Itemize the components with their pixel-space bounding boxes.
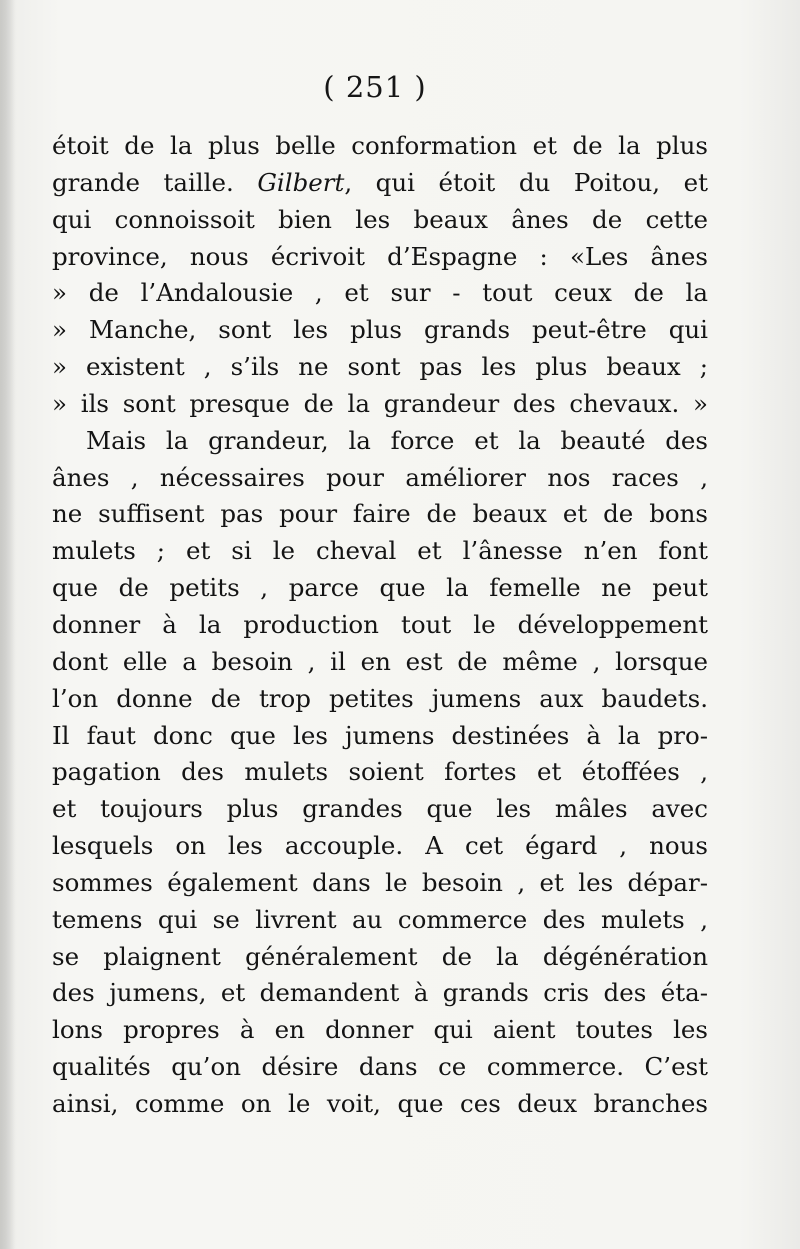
text-segment: grande taille. [52,167,258,197]
text-line: » existent , s’ils ne sont pas les plus beaux ; [52,352,708,382]
text-line: ânes , nécessaires pour améliorer nos races , [52,462,708,492]
page-number: ( 251 ) [323,70,427,104]
text-line: que de petits , parce que la femelle ne peut [52,573,708,603]
text-line: se plaignent généralement de la dégénération [52,941,708,971]
text-line: mulets ; et si le cheval et l’ânesse n’en font [52,536,708,566]
text-segment: , qui étoit du Poitou, et [344,167,708,197]
text-line: qualités qu’on désire dans ce commerce. C’est [52,1052,708,1082]
text-line: l’on donne de trop petites jumens aux baudets. [52,683,708,713]
italic-name: Gilbert [257,167,345,197]
text-line: Mais la grandeur, la force et la beauté des [86,425,708,455]
text-line: sommes également dans le besoin , et les dépar- [52,867,708,897]
text-line: » Manche, sont les plus grands peut-être qui [52,315,708,345]
text-line: et toujours plus grandes que les mâles avec [52,794,708,824]
text-line: pagation des mulets soient fortes et étoffées , [52,757,708,787]
body-text [52,128,708,1123]
text-line: ne suffisent pas pour faire de beaux et de bons [52,499,708,529]
text-line: étoit de la plus belle conformation et de la plus [52,131,708,160]
text-line: des jumens, et demandent à grands cris des éta- [52,978,708,1008]
page-gutter-shadow [0,0,16,1249]
text-line: dont elle a besoin , il en est de même , lorsque [52,646,708,676]
text-line: » ils sont presque de la grandeur des chevaux. » [52,388,708,418]
text-line: donner à la production tout le développement [52,609,708,639]
text-line: Il faut donc que les jumens destinées à la pro- [52,720,708,750]
text-line: province, nous écrivoit d’Espagne : «Les ânes [52,241,708,271]
text-line: ainsi, comme on le voit, que ces deux branches [52,1088,708,1118]
text-line: » de l’Andalousie , et sur - tout ceux de la [52,278,708,308]
text-line: qui connoissoit bien les beaux ânes de cette [52,204,708,234]
text-line: lons propres à en donner qui aient toutes les [52,1015,708,1045]
text-line: temens qui se livrent au commerce des mulets , [52,904,708,934]
text-line: lesquels on les accouple. A cet égard , nous [52,831,708,861]
text-line [52,165,708,202]
